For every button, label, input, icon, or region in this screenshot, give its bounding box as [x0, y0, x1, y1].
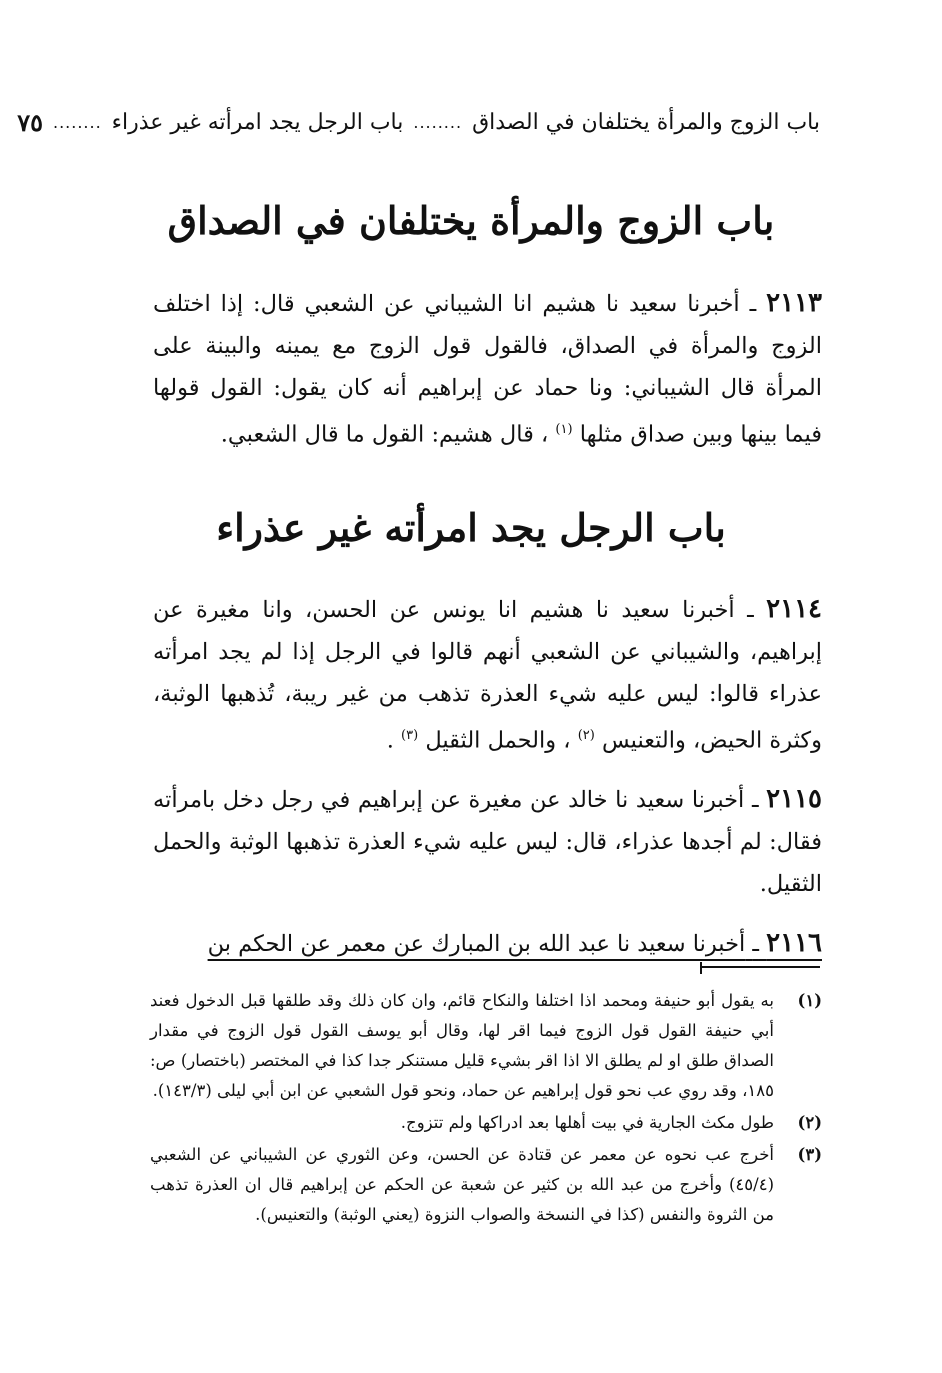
- hadith-number: ٢١١٦: [766, 928, 822, 958]
- footnote-item: [150, 1108, 822, 1138]
- hadith-number: ٢١١٤: [766, 594, 822, 624]
- header-dots: ........: [413, 112, 463, 132]
- hadith-text: أخبرنا سعيد نا عبد الله بن المبارك عن معمر عن الحكم بن: [207, 931, 746, 957]
- page-number: ٧٥: [17, 107, 43, 137]
- footnote-ref: (٣): [401, 728, 419, 743]
- hadith-text: أخبرنا سعيد نا هشيم انا الشيباني عن الشعبي قال: إذا اختلف الزوج والمرأة في الصداق، فالقول قول الزوج مع يمينه والبينة على المرأة قال الشيباني: ونا حماد عن إبراهيم أنه كان يقول: القول قولها فيما بينها وبين صداق مثلها: [153, 291, 822, 448]
- footnote-text: طول مكث الجارية في بيت أهلها بعد ادراكها ولم تتزوج.: [400, 1113, 774, 1132]
- hadith-dash: ـ: [749, 291, 757, 317]
- hadith-text: ، قال هشيم: القول ما قال الشعبي.: [220, 421, 549, 448]
- hadith-text: .: [386, 727, 394, 754]
- footnote-ref: (٢): [577, 728, 595, 743]
- footnotes: [150, 986, 822, 1232]
- hadith-text: ، والحمل الثقيل: [425, 727, 571, 754]
- hadith-underlined-line: [207, 928, 822, 958]
- footnote-mark: (٢): [797, 1113, 822, 1132]
- hadith-paragraph: [153, 282, 822, 456]
- hadith-dash: ـ: [747, 597, 754, 623]
- header-right-title: باب الزوج والمرأة يختلفان في الصداق: [472, 109, 820, 135]
- section-title: باب الزوج والمرأة يختلفان في الصداق: [167, 198, 775, 243]
- footnote-text: به يقول أبو حنيفة ومحمد اذا اختلفا والنكاح قائم، وان كان ذلك وقد طلقها قبل الدخول فعند أبي حنيفة القول قول الزوج فيما اقر لها، وقال أبو يوسف القول قول الزوج في مقدار الصداق طلق او لم يطلق الا اذا اقر بشيء قليل مستنكر جدا كذا في المختصر (باختصار) ص: ١٨٥، وقد روي عب نحو قول إبراهيم عن حماد، ونحو قول الشعبي عن ابن أبي ليلى (١٤٣/٣).: [150, 991, 774, 1100]
- footnote-mark: (١): [797, 991, 822, 1010]
- footnote-divider: [700, 966, 820, 968]
- footnote-item: [150, 986, 822, 1106]
- footnote-text: أخرج عب نحوه عن معمر عن قتادة عن الحسن، وعن الثوري عن الشيباني عن الشعبي (٤٥/٤) وأخرج من عبد الله بن كثير عن شعبة عن الحكم عن إبراهيم قال ان العذرة تذهب من الثروة والنفس (كذا في النسخة والصواب النزوة (يعني الوثبة) والتعنيس).: [150, 1145, 774, 1224]
- header-dots: ........: [52, 112, 102, 132]
- running-header: [17, 100, 820, 144]
- hadith-number: ٢١١٥: [766, 784, 823, 814]
- hadith-text: أخبرنا سعيد نا هشيم انا يونس عن الحسن، وانا مغيرة عن إبراهيم، والشيباني عن الشعبي أنهم قالوا في الرجل إذا لم يجد امرأته عذراء قالوا: ليس عليه شيء العذرة تذهب من غير ريبة، تُذهبها الوثبة، وكثرة الحيض، والتعنيس: [153, 597, 822, 754]
- header-left-title: باب الرجل يجد امرأته غير عذراء: [111, 109, 404, 135]
- hadith-paragraph: [153, 778, 822, 905]
- footnote-item: [150, 1140, 822, 1230]
- hadith-paragraph: [153, 922, 822, 965]
- hadith-dash: ـ: [752, 931, 759, 957]
- footnote-mark: (٣): [797, 1145, 822, 1164]
- section-title: باب الرجل يجد امرأته غير عذراء: [216, 505, 726, 550]
- footnote-ref: (١): [555, 422, 573, 437]
- hadith-dash: ـ: [751, 787, 759, 813]
- hadith-number: ٢١١٣: [766, 288, 822, 318]
- hadith-text: أخبرنا سعيد نا خالد عن مغيرة عن إبراهيم في رجل دخل بامرأته فقال: لم أجدها عذراء، قال: ليس عليه شيء العذرة تذهبها الوثبة والحمل الثقيل.: [153, 787, 822, 897]
- hadith-paragraph: [153, 588, 822, 762]
